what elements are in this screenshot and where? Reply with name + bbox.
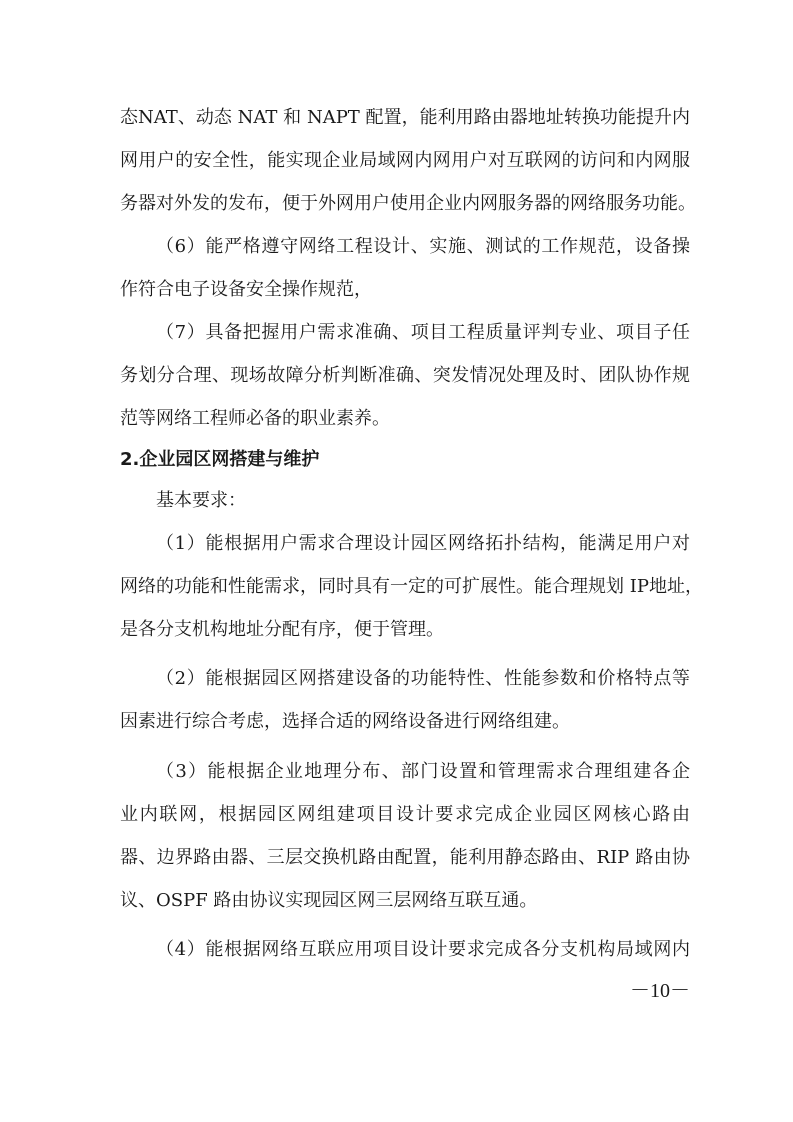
paragraph-line: （6）能严格遵守网络工程设计、实施、测试的工作规范，设备操 <box>156 236 690 257</box>
paragraph-line: 范等网络工程师必备的职业素养。 <box>120 408 390 429</box>
paragraph-line: 作符合电子设备安全操作规范， <box>120 279 372 300</box>
paragraph-line: 网用户的安全性，能实现企业局域网内网用户对互联网的访问和内网服 <box>120 150 690 171</box>
requirement-line: 是各分支机构地址分配有序，便于管理。 <box>120 619 444 640</box>
paragraph-line: （7）具备把握用户需求准确、项目工程质量评判专业、项目子任 <box>156 322 690 343</box>
requirement-line: 因素进行综合考虑，选择合适的网络设备进行网络组建。 <box>120 711 570 732</box>
paragraph-line: 态NAT、动态 NAT 和 NAPT 配置，能利用路由器地址转换功能提升内 <box>120 107 690 128</box>
paragraph-line: 务划分合理、现场故障分析判断准确、突发情况处理及时、团队协作规 <box>120 365 690 386</box>
section-heading: 2.企业园区网搭建与维护 <box>120 449 320 470</box>
requirement-line: 议、OSPF 路由协议实现园区网三层网络互联互通。 <box>120 890 538 911</box>
page-number: －10－ <box>630 980 690 1002</box>
requirement-line: 器、边界路由器、三层交换机路由配置，能利用静态路由、RIP 路由协 <box>120 847 690 868</box>
requirement-line: 业内联网，根据园区网组建项目设计要求完成企业园区网核心路由 <box>120 804 690 825</box>
paragraph-line: 务器对外发的发布，便于外网用户使用企业内网服务器的网络服务功能。 <box>120 193 696 214</box>
requirement-line: （3）能根据企业地理分布、部门设置和管理需求合理组建各企 <box>156 761 690 782</box>
requirement-line: （2）能根据园区网搭建设备的功能特性、性能参数和价格特点等 <box>156 668 690 689</box>
requirement-line: 网络的功能和性能需求，同时具有一定的可扩展性。能合理规划 IP地址， <box>120 576 703 597</box>
requirement-line: （4）能根据网络互联应用项目设计要求完成各分支机构局域网内 <box>156 939 690 960</box>
requirement-line: （1）能根据用户需求合理设计园区网络拓扑结构，能满足用户对 <box>156 533 690 554</box>
basic-requirements-label: 基本要求： <box>156 490 246 511</box>
